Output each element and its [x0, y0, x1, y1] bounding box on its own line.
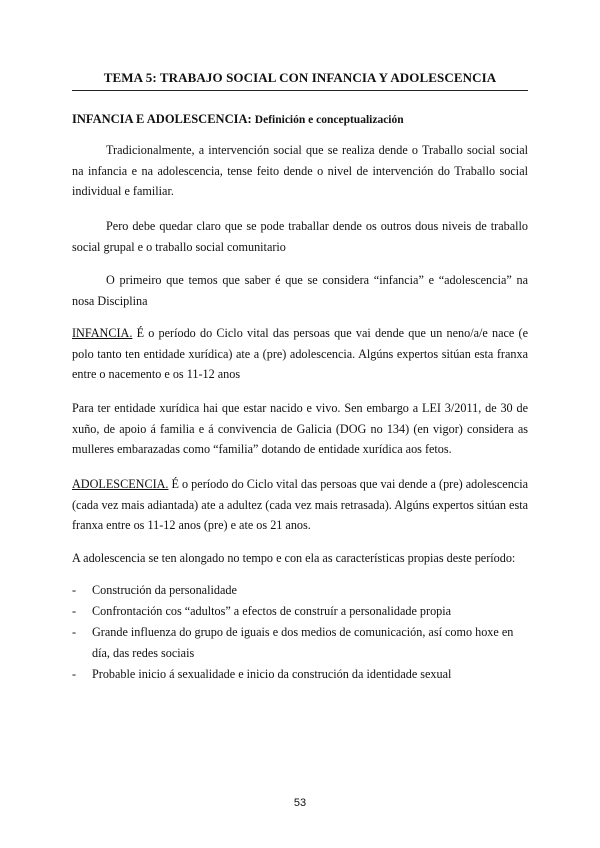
characteristics-list [72, 580, 528, 685]
adolescencia-text: É o período do Ciclo vital das persoas que vai dende a (pre) adolescencia (cada vez mais adiantada) ate a adultez (cada vez mais retrasada). Algúns expertos sitúan esta franxa entre os 11-12 anos (pre) e ate os 21 anos. [72, 477, 528, 532]
paragraph-intro: Tradicionalmente, a intervención social que se realiza dende o Traballo social social na infancia e na adolescencia, tense feito dende o nivel de intervención do Traballo social individual e familiar. [72, 143, 528, 198]
paragraph-adolescencia [72, 474, 528, 536]
bullet-dash: - [72, 625, 77, 639]
section-title-main: INFANCIA E ADOLESCENCIA: [72, 112, 252, 126]
bullet-dash: - [72, 667, 77, 681]
bullet-dash: - [72, 583, 77, 597]
paragraph-definitions: O primeiro que temos que saber é que se considera “infancia” e “adolescencia” na nosa Disciplina [72, 273, 528, 308]
list-item [72, 622, 528, 664]
paragraph-infancia [72, 323, 528, 385]
paragraph-characteristics: A adolescencia se ten alongado no tempo e con ela as características propias deste período: [72, 551, 516, 565]
list-item [72, 664, 528, 685]
section-title [72, 112, 404, 127]
adolescencia-label: ADOLESCENCIA. [72, 477, 169, 491]
list-item [72, 580, 528, 601]
list-item-text: Probable inicio á sexualidade e inicio da construción da identidade sexual [92, 667, 452, 681]
paragraph-legal: Para ter entidade xurídica hai que estar nacido e vivo. Sen embargo a LEI 3/2011, de 30 de xuño, de apoio á familia e á convivencia de Galicia (DOG no 134) (en vigor) considera as mulleres embarazadas como “familia” dotando de entidade xurídica aos fetos. [72, 401, 528, 456]
infancia-label: INFANCIA. [72, 326, 133, 340]
chapter-title: TEMA 5: TRABAJO SOCIAL CON INFANCIA Y ADOLESCENCIA [103, 70, 497, 85]
infancia-text: É o período do Ciclo vital das persoas que vai dende que un neno/a/e nace (e polo tanto ten entidade xurídica) ate a (pre) adolescencia. Algúns expertos sitúan esta franxa entre o nacemento e os 11-12 anos [72, 326, 528, 381]
list-item-text: Grande influenza do grupo de iguais e dos medios de comunicación, así como hoxe en día, das redes sociais [92, 625, 514, 660]
bullet-dash: - [72, 604, 77, 618]
list-item-text: Confrontación cos “adultos” a efectos de construír a personalidade propia [92, 604, 452, 618]
header-divider [72, 90, 528, 91]
page-number: 53 [293, 797, 307, 809]
paragraph-levels: Pero debe quedar claro que se pode traballar dende os outros dous niveis de traballo social grupal e o traballo social comunitario [72, 219, 528, 254]
list-item [72, 601, 528, 622]
list-item-text: Construción da personalidade [92, 583, 237, 597]
section-title-sub: Definición e conceptualización [254, 114, 404, 126]
